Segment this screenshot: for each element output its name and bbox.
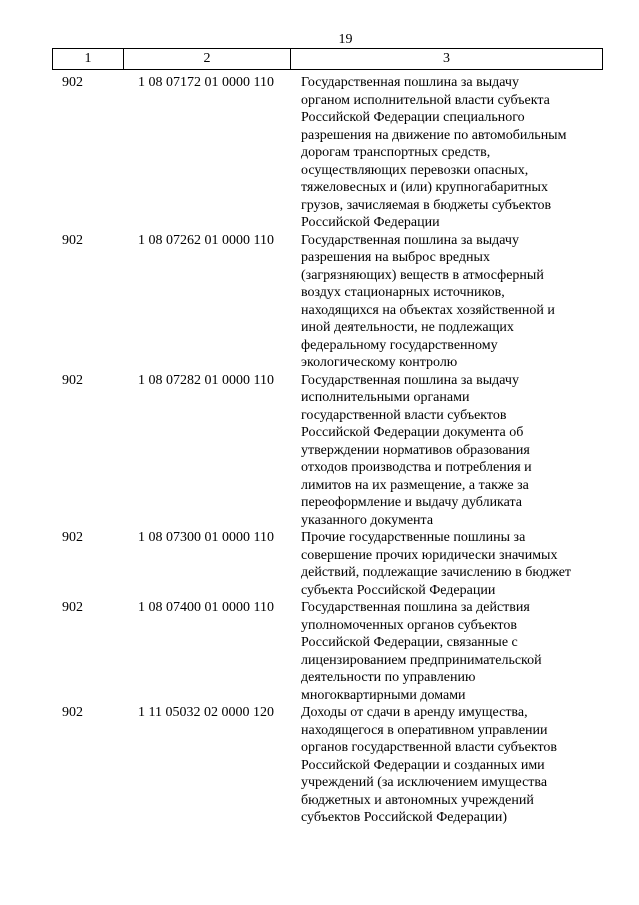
- budget-classification-code: 1 08 07262 01 0000 110: [138, 232, 274, 248]
- revenue-name-line: органов государственной власти субъектов: [301, 740, 558, 755]
- budget-classification-code: 1 08 07282 01 0000 110: [138, 372, 274, 388]
- revenue-name-line: тяжеловесных и (или) крупногабаритных: [301, 180, 548, 195]
- revenue-name-line: совершение прочих юридически значимых: [301, 547, 558, 563]
- administrator-code: 902: [62, 232, 83, 248]
- revenue-name-line: действий, подлежащие зачислению в бюджет: [301, 565, 572, 580]
- revenue-name-line: бюджетных и автономных учреждений: [301, 792, 534, 808]
- revenue-name-line: субъекта Российской Федерации: [301, 582, 496, 598]
- revenue-name-line: осуществляющих перевозки опасных,: [301, 162, 529, 178]
- table-row: [0, 372, 639, 530]
- budget-classification-code: 1 08 07172 01 0000 110: [138, 75, 274, 90]
- administrator-code: 902: [62, 75, 83, 90]
- column-header-3: 3: [291, 49, 603, 70]
- column-header-table: [52, 48, 603, 70]
- revenue-name-line: Доходы от сдачи в аренду имущества,: [301, 705, 528, 720]
- revenue-name: [301, 599, 601, 704]
- table-row: [0, 599, 639, 704]
- revenue-name-line: федеральному государственному: [301, 337, 498, 353]
- column-header-2: 2: [124, 49, 291, 70]
- administrator-code: 902: [62, 372, 83, 388]
- revenue-name: [301, 529, 601, 599]
- revenue-name-line: лимитов на их размещение, а также за: [301, 477, 529, 493]
- revenue-name-line: разрешения на движение по автомобильным: [301, 127, 567, 143]
- table-row: [0, 704, 639, 827]
- table-row: [0, 232, 639, 372]
- revenue-name-line: дорогам транспортных средств,: [301, 145, 491, 160]
- revenue-name-line: Российской Федерации, связанные с: [301, 635, 518, 650]
- revenue-name: [301, 74, 601, 232]
- budget-classification-code: 1 08 07400 01 0000 110: [138, 600, 274, 615]
- revenue-name-line: уполномоченных органов субъектов: [301, 617, 517, 633]
- revenue-name-line: (загрязняющих) веществ в атмосферный: [301, 267, 544, 283]
- revenue-name-line: находящегося в оперативном управлении: [301, 722, 548, 738]
- table-row: [0, 74, 639, 232]
- revenue-name-line: многоквартирными домами: [301, 687, 466, 703]
- revenue-name-line: Государственная пошлина за выдачу: [301, 75, 519, 90]
- revenue-name-line: Государственная пошлина за выдачу: [301, 232, 519, 248]
- revenue-name-line: Российской Федерации специального: [301, 110, 525, 125]
- administrator-code: 902: [62, 600, 83, 615]
- revenue-name-line: субъектов Российской Федерации): [301, 810, 508, 825]
- revenue-name-line: указанного документа: [301, 512, 434, 528]
- revenue-name-line: находящихся на объектах хозяйственной и: [301, 302, 555, 318]
- revenue-code-list: [0, 74, 639, 827]
- column-header-1: 1: [53, 49, 124, 70]
- revenue-name-line: Прочие государственные пошлины за: [301, 530, 526, 545]
- revenue-name-line: воздух стационарных источников,: [301, 285, 505, 300]
- revenue-name-line: Государственная пошлина за выдачу: [301, 372, 519, 388]
- page-number: 19: [338, 32, 353, 47]
- revenue-name-line: лицензированием предпринимательской: [301, 652, 542, 668]
- revenue-name-line: утверждении нормативов образования: [301, 442, 530, 458]
- revenue-name-line: деятельности по управлению: [301, 670, 476, 685]
- revenue-name: [301, 704, 601, 827]
- budget-classification-code: 1 11 05032 02 0000 120: [138, 705, 274, 720]
- administrator-code: 902: [62, 530, 83, 545]
- revenue-name-line: экологическому контролю: [301, 355, 458, 370]
- revenue-name-line: Российской Федерации: [301, 215, 440, 230]
- revenue-name: [301, 372, 601, 530]
- revenue-name-line: грузов, зачисляемая в бюджеты субъектов: [301, 197, 552, 213]
- administrator-code: 902: [62, 705, 83, 720]
- revenue-name-line: государственной власти субъектов: [301, 407, 507, 423]
- revenue-name-line: органом исполнительной власти субъекта: [301, 92, 550, 108]
- revenue-name: [301, 232, 601, 372]
- revenue-name-line: Российской Федерации документа об: [301, 425, 524, 440]
- revenue-name-line: отходов производства и потребления и: [301, 460, 532, 475]
- revenue-name-line: переоформление и выдачу дубликата: [301, 495, 522, 510]
- budget-classification-code: 1 08 07300 01 0000 110: [138, 530, 274, 545]
- revenue-name-line: Российской Федерации и созданных ими: [301, 757, 545, 773]
- revenue-name-line: исполнительными органами: [301, 390, 470, 405]
- table-row: [0, 529, 639, 599]
- column-header-row: [53, 49, 603, 70]
- revenue-name-line: разрешения на выброс вредных: [301, 250, 490, 265]
- revenue-name-line: иной деятельности, не подлежащих: [301, 320, 514, 335]
- revenue-name-line: учреждений (за исключением имущества: [301, 775, 548, 790]
- revenue-name-line: Государственная пошлина за действия: [301, 600, 530, 615]
